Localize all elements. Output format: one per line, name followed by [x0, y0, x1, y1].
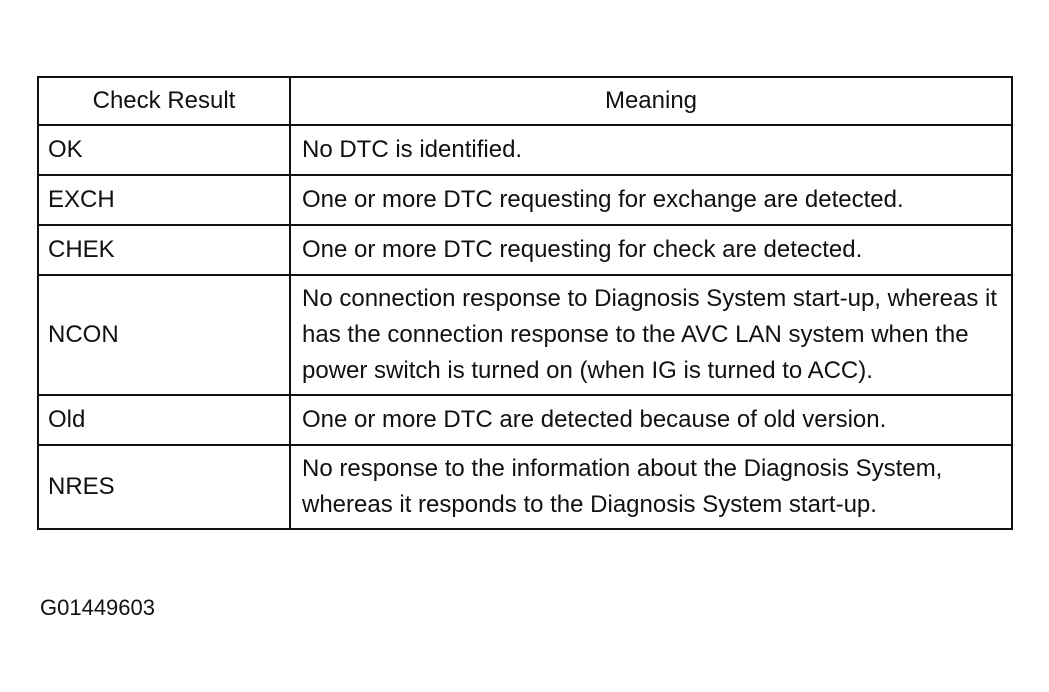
check-result-table [37, 76, 1013, 530]
result-cell: NRES [38, 445, 290, 529]
result-cell: NCON [38, 275, 290, 395]
table-row [38, 275, 1012, 395]
result-cell: EXCH [38, 175, 290, 225]
meaning-cell: No connection response to Diagnosis System start-up, whereas it has the connection response to the AVC LAN system when the power switch is turned on (when IG is turned to ACC). [290, 275, 1012, 395]
table-row [38, 225, 1012, 275]
header-meaning: Meaning [290, 77, 1012, 125]
table-header-row [38, 77, 1012, 125]
table-row [38, 125, 1012, 175]
result-cell: CHEK [38, 225, 290, 275]
meaning-cell: One or more DTC requesting for exchange are detected. [290, 175, 1012, 225]
meaning-cell: One or more DTC are detected because of old version. [290, 395, 1012, 445]
meaning-cell: One or more DTC requesting for check are detected. [290, 225, 1012, 275]
table-row [38, 395, 1012, 445]
table-row [38, 175, 1012, 225]
meaning-cell: No DTC is identified. [290, 125, 1012, 175]
figure-id: G01449603 [40, 595, 155, 620]
result-cell: Old [38, 395, 290, 445]
meaning-cell: No response to the information about the Diagnosis System, whereas it responds to the Diagnosis System start-up. [290, 445, 1012, 529]
result-cell: OK [38, 125, 290, 175]
header-check-result: Check Result [38, 77, 290, 125]
table-row [38, 445, 1012, 529]
